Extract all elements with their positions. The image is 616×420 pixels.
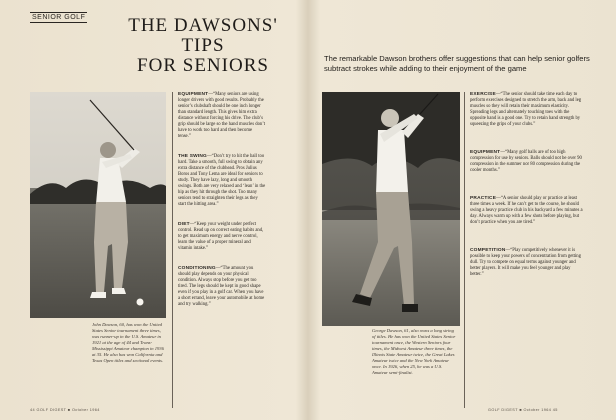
photo-john-dawson bbox=[30, 92, 166, 318]
photo-caption-right: George Dawson, 61, also owns a long string of titles. He has won the United States Senior tournament once, the Western Seniors four times, the Midwest Amateur three times, the Illinois State Amateur twice, the Great Lakes Amateur twice and the New York Amateur once. In 1926, when 25, he was a U.S. Amateur semi-finalist. bbox=[372, 328, 456, 375]
tip-conditioning: CONDITIONING—“The amount you should play depends on your physical condition. Always stop before you get too tired. The legs should be kept in good shape even if you play in a golf car. When you have a short errand, leave your automobile at home and try walking.” bbox=[178, 266, 265, 307]
tip-text: “Don’t try to hit the ball too hard. Take a smooth, full swing to obtain any extra distance of the clubhead. Pros Julius Boros and Tony Lema are ideal for seniors to study. They have lazy, long and smooth swings. Both are very relaxed and ‘lean’ in the hip as they hit through the shot. Too many seniors tend to straighten their legs as they start the hitting area.” bbox=[178, 154, 266, 207]
title-line-2: TIPS bbox=[181, 35, 225, 56]
tip-text: “Many golf balls are of too high compression for use by seniors. Balls should not be over 90 compression in the summer nor 80 compression during the cooler months.” bbox=[470, 150, 582, 173]
article-deck: The remarkable Dawson brothers offer suggestions that can help senior golfers subtract strokes while adding to their enjoyment of the game bbox=[324, 54, 590, 73]
tip-heading: EXERCISE bbox=[470, 92, 496, 97]
tip-text: “The senior should take time each day to perform exercises designed to stretch the arm, back and leg muscles so they will retain their maximum elasticity. Spreading legs and alternately touching toes with the opposite hand is a good one. Try to retain hand strength by squeezing the grips of your clubs.” bbox=[470, 92, 582, 127]
section-label: SENIOR GOLF bbox=[32, 14, 86, 21]
folio-right: GOLF DIGEST ■ October 1964 45 bbox=[488, 408, 558, 412]
title-line-3: FOR SENIORS bbox=[137, 55, 269, 76]
folio-left: 44 GOLF DIGEST ■ October 1964 bbox=[30, 408, 100, 412]
tip-heading: PRACTICE bbox=[470, 196, 497, 201]
tips-column-right bbox=[470, 92, 584, 287]
tips-column-left bbox=[178, 92, 266, 317]
tip-competition: COMPETITION—“Play competitively whenever it is possible to keep your powers of concentration from getting dull. Try to compete on equal terms against younger and better players. It will make you feel younger and play better.” bbox=[470, 248, 581, 277]
tip-diet: DIET—“Keep your weight under perfect control. Read up on correct eating habits and, to get maximum energy and nerve control, learn the value of a proper mineral and vitamin intake.” bbox=[178, 222, 264, 251]
column-rule-right bbox=[464, 92, 465, 408]
tip-equipment-balls: EQUIPMENT—“Many golf balls are of too high compression for use by seniors. Balls should not be over 90 compression in the summer nor 80 compression during the cooler months.” bbox=[470, 150, 582, 173]
tip-text: “Keep your weight under perfect control. Read up on correct eating habits and, to get maximum energy and nerve control, learn the value of a proper mineral and vitamin intake.” bbox=[178, 222, 264, 251]
tip-heading: EQUIPMENT bbox=[470, 150, 501, 155]
tip-text: “Play competitively whenever it is possible to keep your powers of concentration from getting dull. Try to compete on equal terms against younger and better players. It will make you feel younger and play better.” bbox=[470, 248, 581, 277]
photo-caption-left: John Dawson, 60, has won the United States Senior tournament three times, was runner-up in the U.S. Amateur in 1921 at the age of 44 and Trans-Mississippi Amateur champion in 1936 at 35. He also has won California and Texas Open titles and sectional events. bbox=[92, 322, 164, 363]
tip-heading: EQUIPMENT bbox=[178, 92, 209, 97]
tip-heading: THE SWING bbox=[178, 154, 207, 159]
tip-heading: CONDITIONING bbox=[178, 266, 216, 271]
tip-practice: PRACTICE—“A senior should play or practice at least three times a week. If he can’t get to the course, he should swing a heavy practice club in his backyard a few minutes a day. Always warm up with a few shots before playing, but don’t practice when you are tired.” bbox=[470, 196, 583, 225]
title-line-1: THE DAWSONS' bbox=[128, 15, 278, 36]
article-title bbox=[108, 16, 298, 76]
tip-heading: DIET bbox=[178, 222, 190, 227]
tip-swing: THE SWING—“Don’t try to hit the ball too hard. Take a smooth, full swing to obtain any extra distance of the clubhead. Pros Julius Boros and Tony Lema are ideal for seniors to study. They have lazy, long and smooth swings. Both are very relaxed and ‘lean’ in the hip as they hit through the shot. Too many seniors tend to straighten their legs as they start the hitting area.” bbox=[178, 154, 266, 207]
tip-heading: COMPETITION bbox=[470, 248, 506, 253]
tip-exercise: EXERCISE—“The senior should take time each day to perform exercises designed to stretch the arm, back and leg muscles so they will retain their maximum elasticity. Spreading legs and alternately touching toes with the opposite hand is a good one. Try to retain hand strength by squeezing the grips of your clubs.” bbox=[470, 92, 582, 127]
tip-text: “The amount you should play depends on your physical condition. Always stop before you get too tired. The legs should be kept in good shape even if you play in a golf car. When you have a short errand, leave your automobile at home and try walking.” bbox=[178, 266, 265, 307]
photo-george-dawson bbox=[322, 92, 460, 326]
tip-text: “A senior should play or practice at least three times a week. If he can’t get to the course, he should swing a heavy practice club in his backyard a few minutes a day. Always warm up with a few shots before playing, but don’t practice when you are tired.” bbox=[470, 196, 583, 225]
tip-text: “Many seniors are using longer drivers with good results. Probably the senior’s clubshaft should be one inch longer than standard length. This gives him extra distance without forcing his drive. The club’s grip should be large so the hand muscles don’t have to work too hard and then become tense.” bbox=[178, 92, 266, 139]
column-rule-left bbox=[172, 92, 173, 408]
tip-equipment: EQUIPMENT—“Many seniors are using longer drivers with good results. Probably the senior’s clubshaft should be one inch longer than standard length. This gives him extra distance without forcing his drive. The club’s grip should be large so the hand muscles don’t have to work too hard and then become tense.” bbox=[178, 92, 266, 139]
